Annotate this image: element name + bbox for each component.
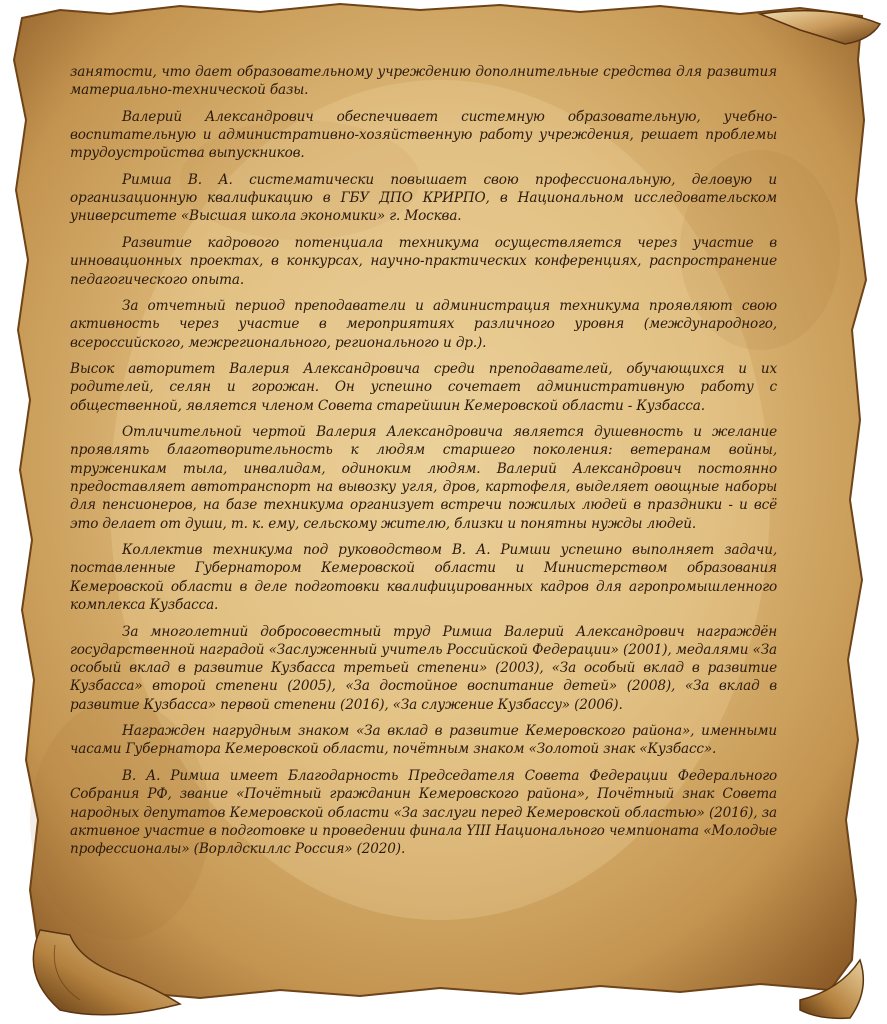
paragraph-9: За многолетний добросовестный труд Римша Валерий Александрович награждён государственной наградой «Заслуженный учитель Российской Федерации» (2001), медалями «За особый вклад в развитие Кузбасса третьей степени» (2003), «За особый вклад в развитие Кузбасса» второй степени (2005), «За достойное воспитание детей» (2008), «За вклад в развитие Кузбасса» первой степени (2016), «За служение Кузбассу» (2006). — [70, 623, 777, 713]
paragraph-2: Валерий Александрович обеспечивает системную образовательную, учебно-воспитательную и административно-хозяйственную работу учреждения, решает проблемы трудоустройства выпускников. — [70, 108, 777, 162]
paragraph-6: Высок авторитет Валерия Александровича среди преподавателей, обучающихся и их родителей, селян и горожан. Он успешно сочетает административную работу с общественной, является членом Совета старейшин Кемеровской области - Кузбасса. — [70, 361, 777, 414]
paragraph-10: Награжден нагрудным знаком «За вклад в развитие Кемеровского района», именными часами Губернатора Кемеровской области, почётным знаком «Золотой знак «Кузбасс». — [70, 723, 777, 758]
paragraph-8: Коллектив техникума под руководством В. А. Римши успешно выполняет задачи, поставленные Губернатором Кемеровской области и Министерством образования Кемеровской области в деле подготовки квалифицированных кадров для агропромышленного комплекса Кузбасса. — [70, 542, 777, 614]
paragraph-3: Римша В. А. систематически повышает свою профессиональную, деловую и организационную квалификацию в ГБУ ДПО КРИРПО, в Национальном исследовательском университете «Высшая школа экономики» г. Москва. — [70, 171, 777, 225]
document-text — [70, 63, 777, 867]
paragraph-5: За отчетный период преподаватели и администрация техникума проявляют свою активность через участие в мероприятиях различного уровня (международного, всероссийского, межрегионального, регионального и др.). — [70, 298, 777, 351]
paragraph-7: Отличительной чертой Валерия Александровича является душевность и желание проявлять благотворительность к людям старшего поколения: ветеранам войны, труженикам тыла, инвалидам, одиноким людям. Валерий Александрович постоянно предоставляет автотранспорт на вывозку угля, дров, картофеля, выделяет овощные наборы для пенсионеров, на базе техникума организует встречи пожилых людей в праздники - и всё это делает от души, т. к. ему, сельскому жителю, близки и понятны нужды людей. — [70, 424, 777, 532]
paragraph-4: Развитие кадрового потенциала техникума осуществляется через участие в инновационных проектах, в конкурсах, научно-практических конференциях, распространение педагогического опыта. — [70, 234, 777, 288]
paragraph-1: занятости, что дает образовательному учреждению дополнительные средства для развития материально-технической базы. — [70, 64, 777, 99]
paragraph-11: В. А. Римша имеет Благодарность Председателя Совета Федерации Федерального Собрания РФ, звание «Почётный гражданин Кемеровского района», Почётный знак Совета народных депутатов Кемеровской области «За заслуги перед Кемеровской областью» (2016), за активное участие в подготовке и проведении финала YIII Национального чемпионата «Молодые профессионалы» (Ворлдскиллс Россия» (2020). — [70, 767, 777, 858]
